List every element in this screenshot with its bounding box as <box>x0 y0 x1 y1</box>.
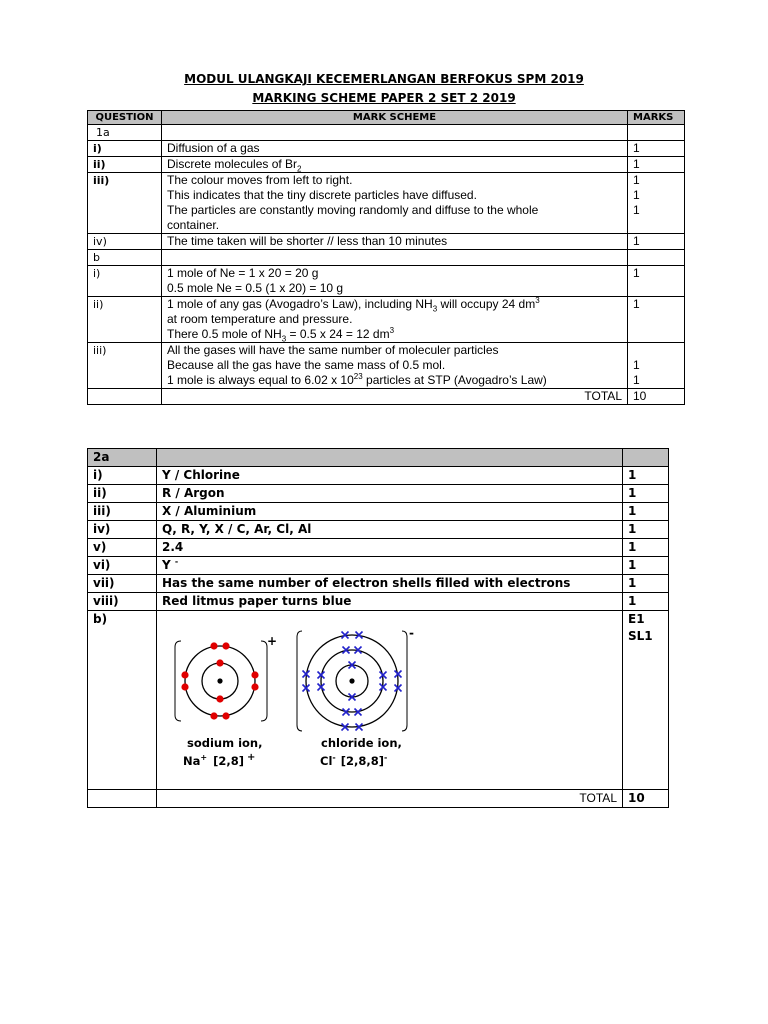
table-row <box>88 575 669 593</box>
question-part: i) <box>88 467 157 485</box>
document-subtitle: MARKING SCHEME PAPER 2 SET 2 2019 <box>252 91 516 105</box>
question-part: v) <box>88 539 157 557</box>
total-row <box>88 790 669 808</box>
question-part: iii) <box>88 503 157 521</box>
electron-dot <box>181 683 188 690</box>
header-question: QUESTION <box>88 111 162 125</box>
mark-value: E1 SL1 <box>623 611 669 790</box>
question-part: i) <box>88 266 162 297</box>
table-row <box>88 125 685 141</box>
question-part: ii) <box>88 157 162 173</box>
header-mark-scheme: MARK SCHEME <box>162 111 628 125</box>
question-part: ii) <box>88 485 157 503</box>
question-number: 1a <box>88 125 162 141</box>
sodium-ion-label: sodium ion, <box>187 736 263 750</box>
table-row <box>88 557 669 575</box>
total-value: 10 <box>623 790 669 808</box>
chloride-ion-diagram <box>297 626 414 731</box>
electron-dot <box>251 683 258 690</box>
sodium-charge: + <box>267 634 278 648</box>
question-part: vi) <box>88 557 157 575</box>
electron-dot <box>222 712 229 719</box>
marking-table-question-1 <box>87 110 685 405</box>
table-row <box>88 297 685 343</box>
chloride-charge: - <box>409 626 414 640</box>
electron-dot <box>216 695 223 702</box>
question-part: ii) <box>88 297 162 343</box>
table-header-row <box>88 111 685 125</box>
document-title: MODUL ULANGKAJI KECEMERLANGAN BERFOKUS SPM 2019 <box>184 72 584 86</box>
table-row <box>88 234 685 250</box>
answer-text: Has the same number of electron shells filled with electrons <box>157 575 623 593</box>
table-row <box>88 173 685 234</box>
mark-value: 1 <box>628 297 685 343</box>
mark-value: 1 <box>623 503 669 521</box>
table-row <box>88 503 669 521</box>
question-part: i) <box>88 141 162 157</box>
table-row <box>88 266 685 297</box>
mark-value: 1 1 1 <box>628 173 685 234</box>
answer-text: Diffusion of a gas <box>162 141 628 157</box>
question-part: iv) <box>88 521 157 539</box>
question-part: iv) <box>88 234 162 250</box>
answer-text: Discrete molecules of $Br_2$ <box>162 157 628 173</box>
table-row <box>88 250 685 266</box>
question-part: b) <box>88 611 157 790</box>
answer-text: The colour moves from left to right. This indicates that the tiny discrete particles have diffused. The particles are constantly moving randomly and diffuse to the whole container. <box>162 173 628 234</box>
question-part: iii) <box>88 173 162 234</box>
table-header-row <box>88 449 669 467</box>
mark-value: 1 <box>623 557 669 575</box>
ion-diagram-cell <box>157 611 623 790</box>
mark-value: 1 <box>623 593 669 611</box>
electron-dot <box>216 659 223 666</box>
answer-text: Q, R, Y, X / C, Ar, Cl, Al <box>157 521 623 539</box>
answer-text: X / Aluminium <box>157 503 623 521</box>
mark-value: 1 <box>623 467 669 485</box>
answer-text: R / Argon <box>157 485 623 503</box>
table-row <box>88 521 669 539</box>
electron-dot <box>251 671 258 678</box>
answer-text: 1 mole of any gas (Avogadro’s Law), including $NH_3$ will occupy 24 $dm^3$ at room temperature and pressure. There 0.5 mole of $NH_3 = 0.5$ x 24 = 12 $dm^3$ <box>162 297 628 343</box>
chloride-ion-label: chloride ion, <box>321 736 402 750</box>
question-part: viii) <box>88 593 157 611</box>
question-part: iii) <box>88 343 162 389</box>
total-label: TOTAL <box>162 389 628 405</box>
mark-value: 1 <box>623 575 669 593</box>
answer-text: 2.4 <box>157 539 623 557</box>
question-number: b <box>88 250 162 266</box>
table-row <box>88 467 669 485</box>
ion-electron-diagram <box>157 611 623 789</box>
sodium-ion-diagram <box>175 634 277 721</box>
mark-value: 1 <box>628 141 685 157</box>
header-marks: MARKS <box>628 111 685 125</box>
answer-text: All the gases will have the same number of moleculer particles Because all the gas have the same mass of 0.5 mol. 1 mole is always equal to 6.02 x $10^{23}$ particles at STP (Avogadro’s Law) <box>162 343 628 389</box>
table-row <box>88 157 685 173</box>
table-row <box>88 343 685 389</box>
answer-text: The time taken will be shorter // less than 10 minutes <box>162 234 628 250</box>
table-row <box>88 611 669 790</box>
total-row <box>88 389 685 405</box>
electron-dot <box>210 642 217 649</box>
mark-value: 1 <box>628 234 685 250</box>
answer-text: Y / Chlorine <box>157 467 623 485</box>
mark-value: 1 1 <box>628 343 685 389</box>
question-number: 2a <box>88 449 157 467</box>
mark-value: 1 <box>623 485 669 503</box>
answer-text: 1 mole of Ne = 1 x 20 = 20 g 0.5 mole Ne = 0.5 (1 x 20) = 10 g <box>162 266 628 297</box>
table-row <box>88 539 669 557</box>
sodium-ion-formula: Na+ [2,8] + <box>183 752 256 768</box>
mark-value: 1 <box>623 521 669 539</box>
answer-text: Red litmus paper turns blue <box>157 593 623 611</box>
chloride-ion-formula: Cl- [2,8,8]- <box>320 753 388 768</box>
marking-table-question-2 <box>87 448 669 808</box>
mark-value: 1 <box>628 266 685 297</box>
mark-value: 1 <box>623 539 669 557</box>
table-row <box>88 141 685 157</box>
mark-value: 1 <box>628 157 685 173</box>
question-part: vii) <box>88 575 157 593</box>
total-label: TOTAL <box>157 790 623 808</box>
table-row <box>88 593 669 611</box>
table-row <box>88 485 669 503</box>
answer-text: Y - <box>157 557 623 575</box>
electron-dot <box>181 671 188 678</box>
electron-dot <box>222 642 229 649</box>
total-value: 10 <box>628 389 685 405</box>
electron-dot <box>210 712 217 719</box>
